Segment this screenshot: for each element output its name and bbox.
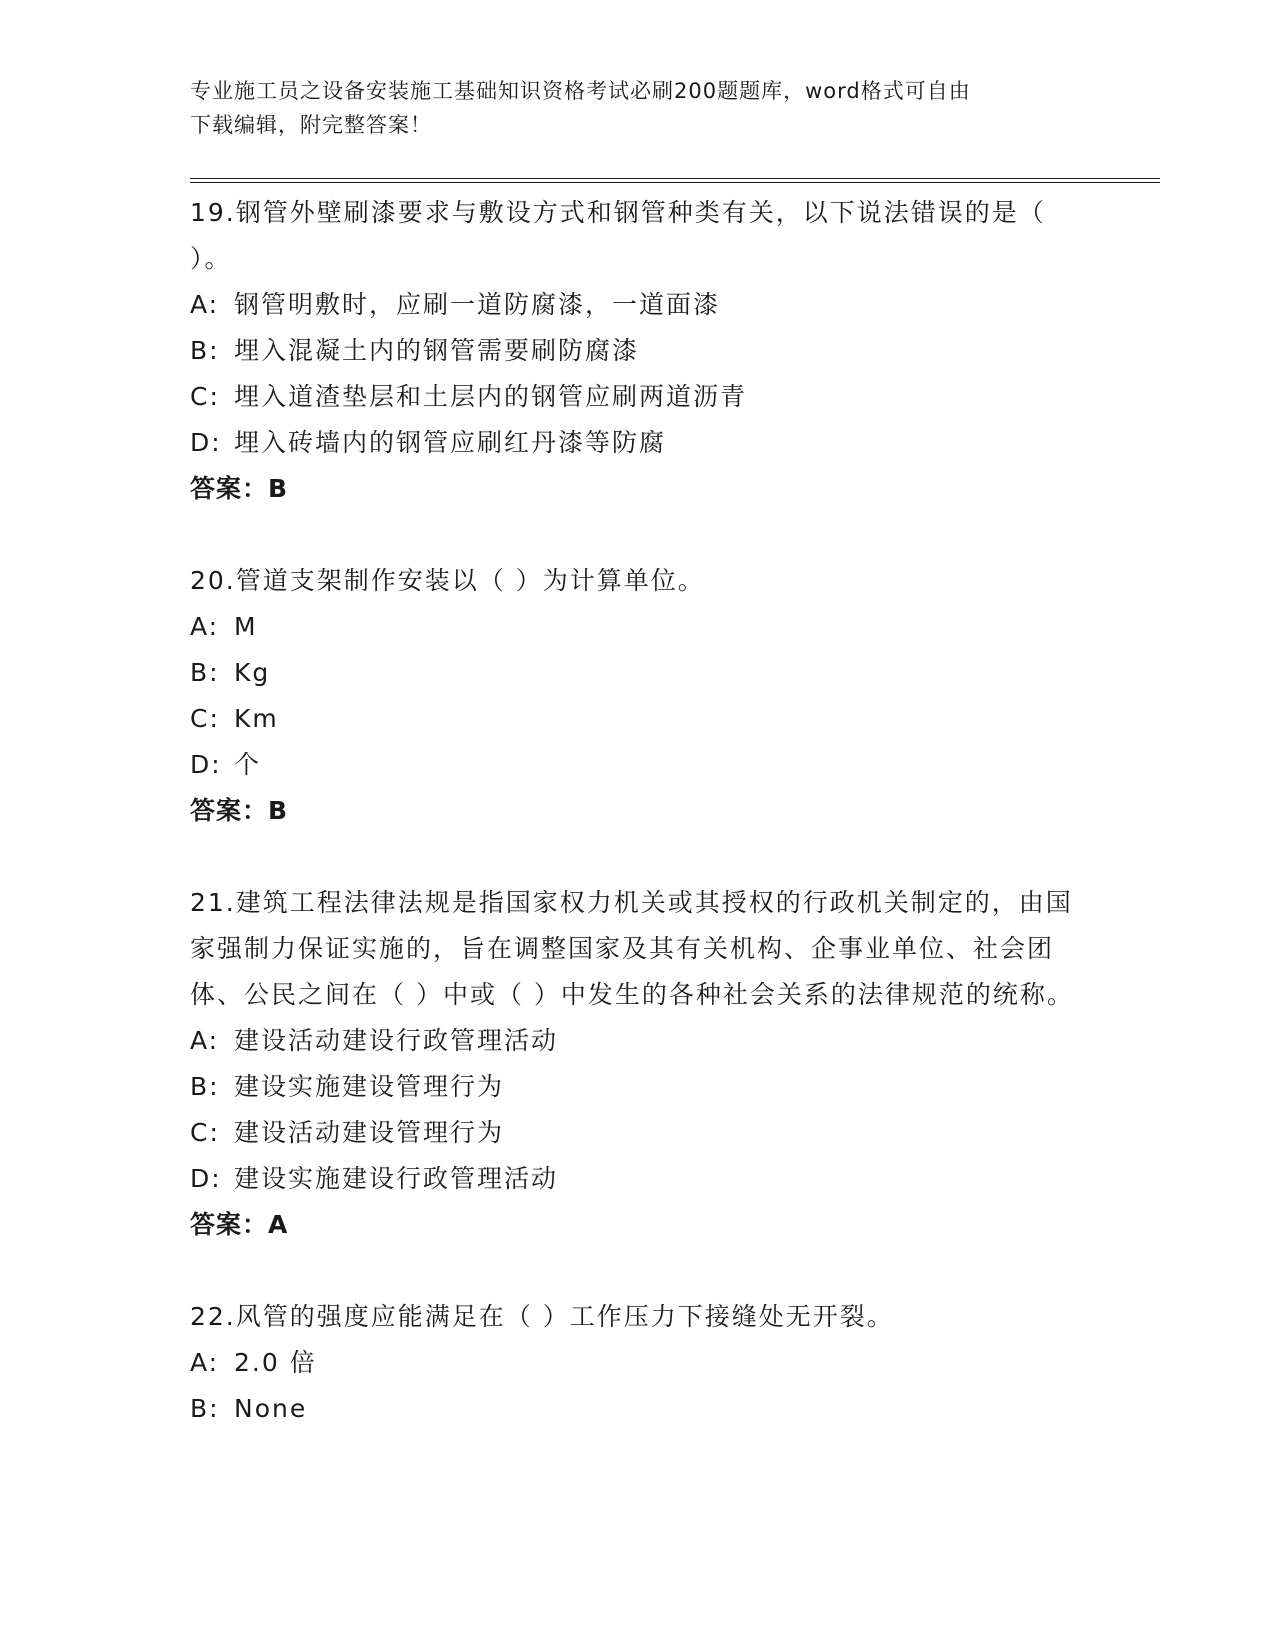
option-text: 埋入砖墙内的钢管应刷红丹漆等防腐 (234, 428, 667, 457)
option-d (190, 1156, 1090, 1202)
option-key: C: (190, 382, 220, 411)
option-b (190, 650, 1090, 696)
document-header (190, 74, 1090, 142)
question-20 (190, 558, 1090, 834)
header-divider (190, 178, 1160, 183)
option-d (190, 420, 1090, 466)
question-stem: 22.风管的强度应能满足在（ ）工作压力下接缝处无开裂。 (190, 1302, 894, 1331)
option-text: 钢管明敷时，应刷一道防腐漆，一道面漆 (234, 290, 721, 319)
option-text: 2.0 倍 (234, 1348, 317, 1377)
option-key: D: (190, 1164, 222, 1193)
option-key: A: (190, 1348, 220, 1377)
option-text: 埋入道渣垫层和土层内的钢管应刷两道沥青 (234, 382, 748, 411)
option-key: C: (190, 1118, 220, 1147)
option-text: M (234, 612, 258, 641)
question-list (190, 190, 1090, 1478)
option-key: D: (190, 750, 222, 779)
option-key: A: (190, 1026, 220, 1055)
option-text: None (234, 1394, 308, 1423)
option-text: 个 (234, 750, 262, 779)
option-b (190, 1064, 1090, 1110)
option-a (190, 1018, 1090, 1064)
option-key: B: (190, 1394, 220, 1423)
option-a (190, 604, 1090, 650)
option-key: A: (190, 612, 220, 641)
option-key: C: (190, 704, 220, 733)
option-b (190, 328, 1090, 374)
option-text: 建设实施建设行政管理活动 (234, 1164, 559, 1193)
option-text: Km (234, 704, 279, 733)
option-text: 埋入混凝土内的钢管需要刷防腐漆 (234, 336, 640, 365)
option-text: Kg (234, 658, 271, 687)
answer-label: 答案：B (190, 474, 289, 503)
question-22 (190, 1294, 1090, 1432)
option-text: 建设活动建设管理行为 (234, 1118, 505, 1147)
answer-label: 答案：A (190, 1210, 289, 1239)
header-line-2: 下载编辑，附完整答案！ (190, 113, 432, 137)
option-key: B: (190, 658, 220, 687)
option-c (190, 1110, 1090, 1156)
answer-label: 答案：B (190, 796, 289, 825)
option-key: B: (190, 336, 220, 365)
option-a (190, 1340, 1090, 1386)
option-key: D: (190, 428, 222, 457)
option-key: B: (190, 1072, 220, 1101)
question-stem: 21.建筑工程法律法规是指国家权力机关或其授权的行政机关制定的，由国家强制力保证实施的，旨在调整国家及其有关机构、企事业单位、社会团体、公民之间在（ ）中或（ ）中发生的各种社会关系的法律规范的统称。 (190, 888, 1074, 1009)
option-text: 建设活动建设行政管理活动 (234, 1026, 559, 1055)
question-19 (190, 190, 1090, 512)
option-text: 建设实施建设管理行为 (234, 1072, 505, 1101)
option-b (190, 1386, 1090, 1432)
option-d (190, 742, 1090, 788)
option-key: A: (190, 290, 220, 319)
question-21 (190, 880, 1090, 1248)
question-stem: 19.钢管外壁刷漆要求与敷设方式和钢管种类有关，以下说法错误的是（ ）。 (190, 198, 1046, 273)
question-stem: 20.管道支架制作安装以（ ）为计算单位。 (190, 566, 705, 595)
header-line-1: 专业施工员之设备安装施工基础知识资格考试必刷200题题库，word格式可自由 (190, 79, 971, 103)
option-a (190, 282, 1090, 328)
option-c (190, 374, 1090, 420)
option-c (190, 696, 1090, 742)
